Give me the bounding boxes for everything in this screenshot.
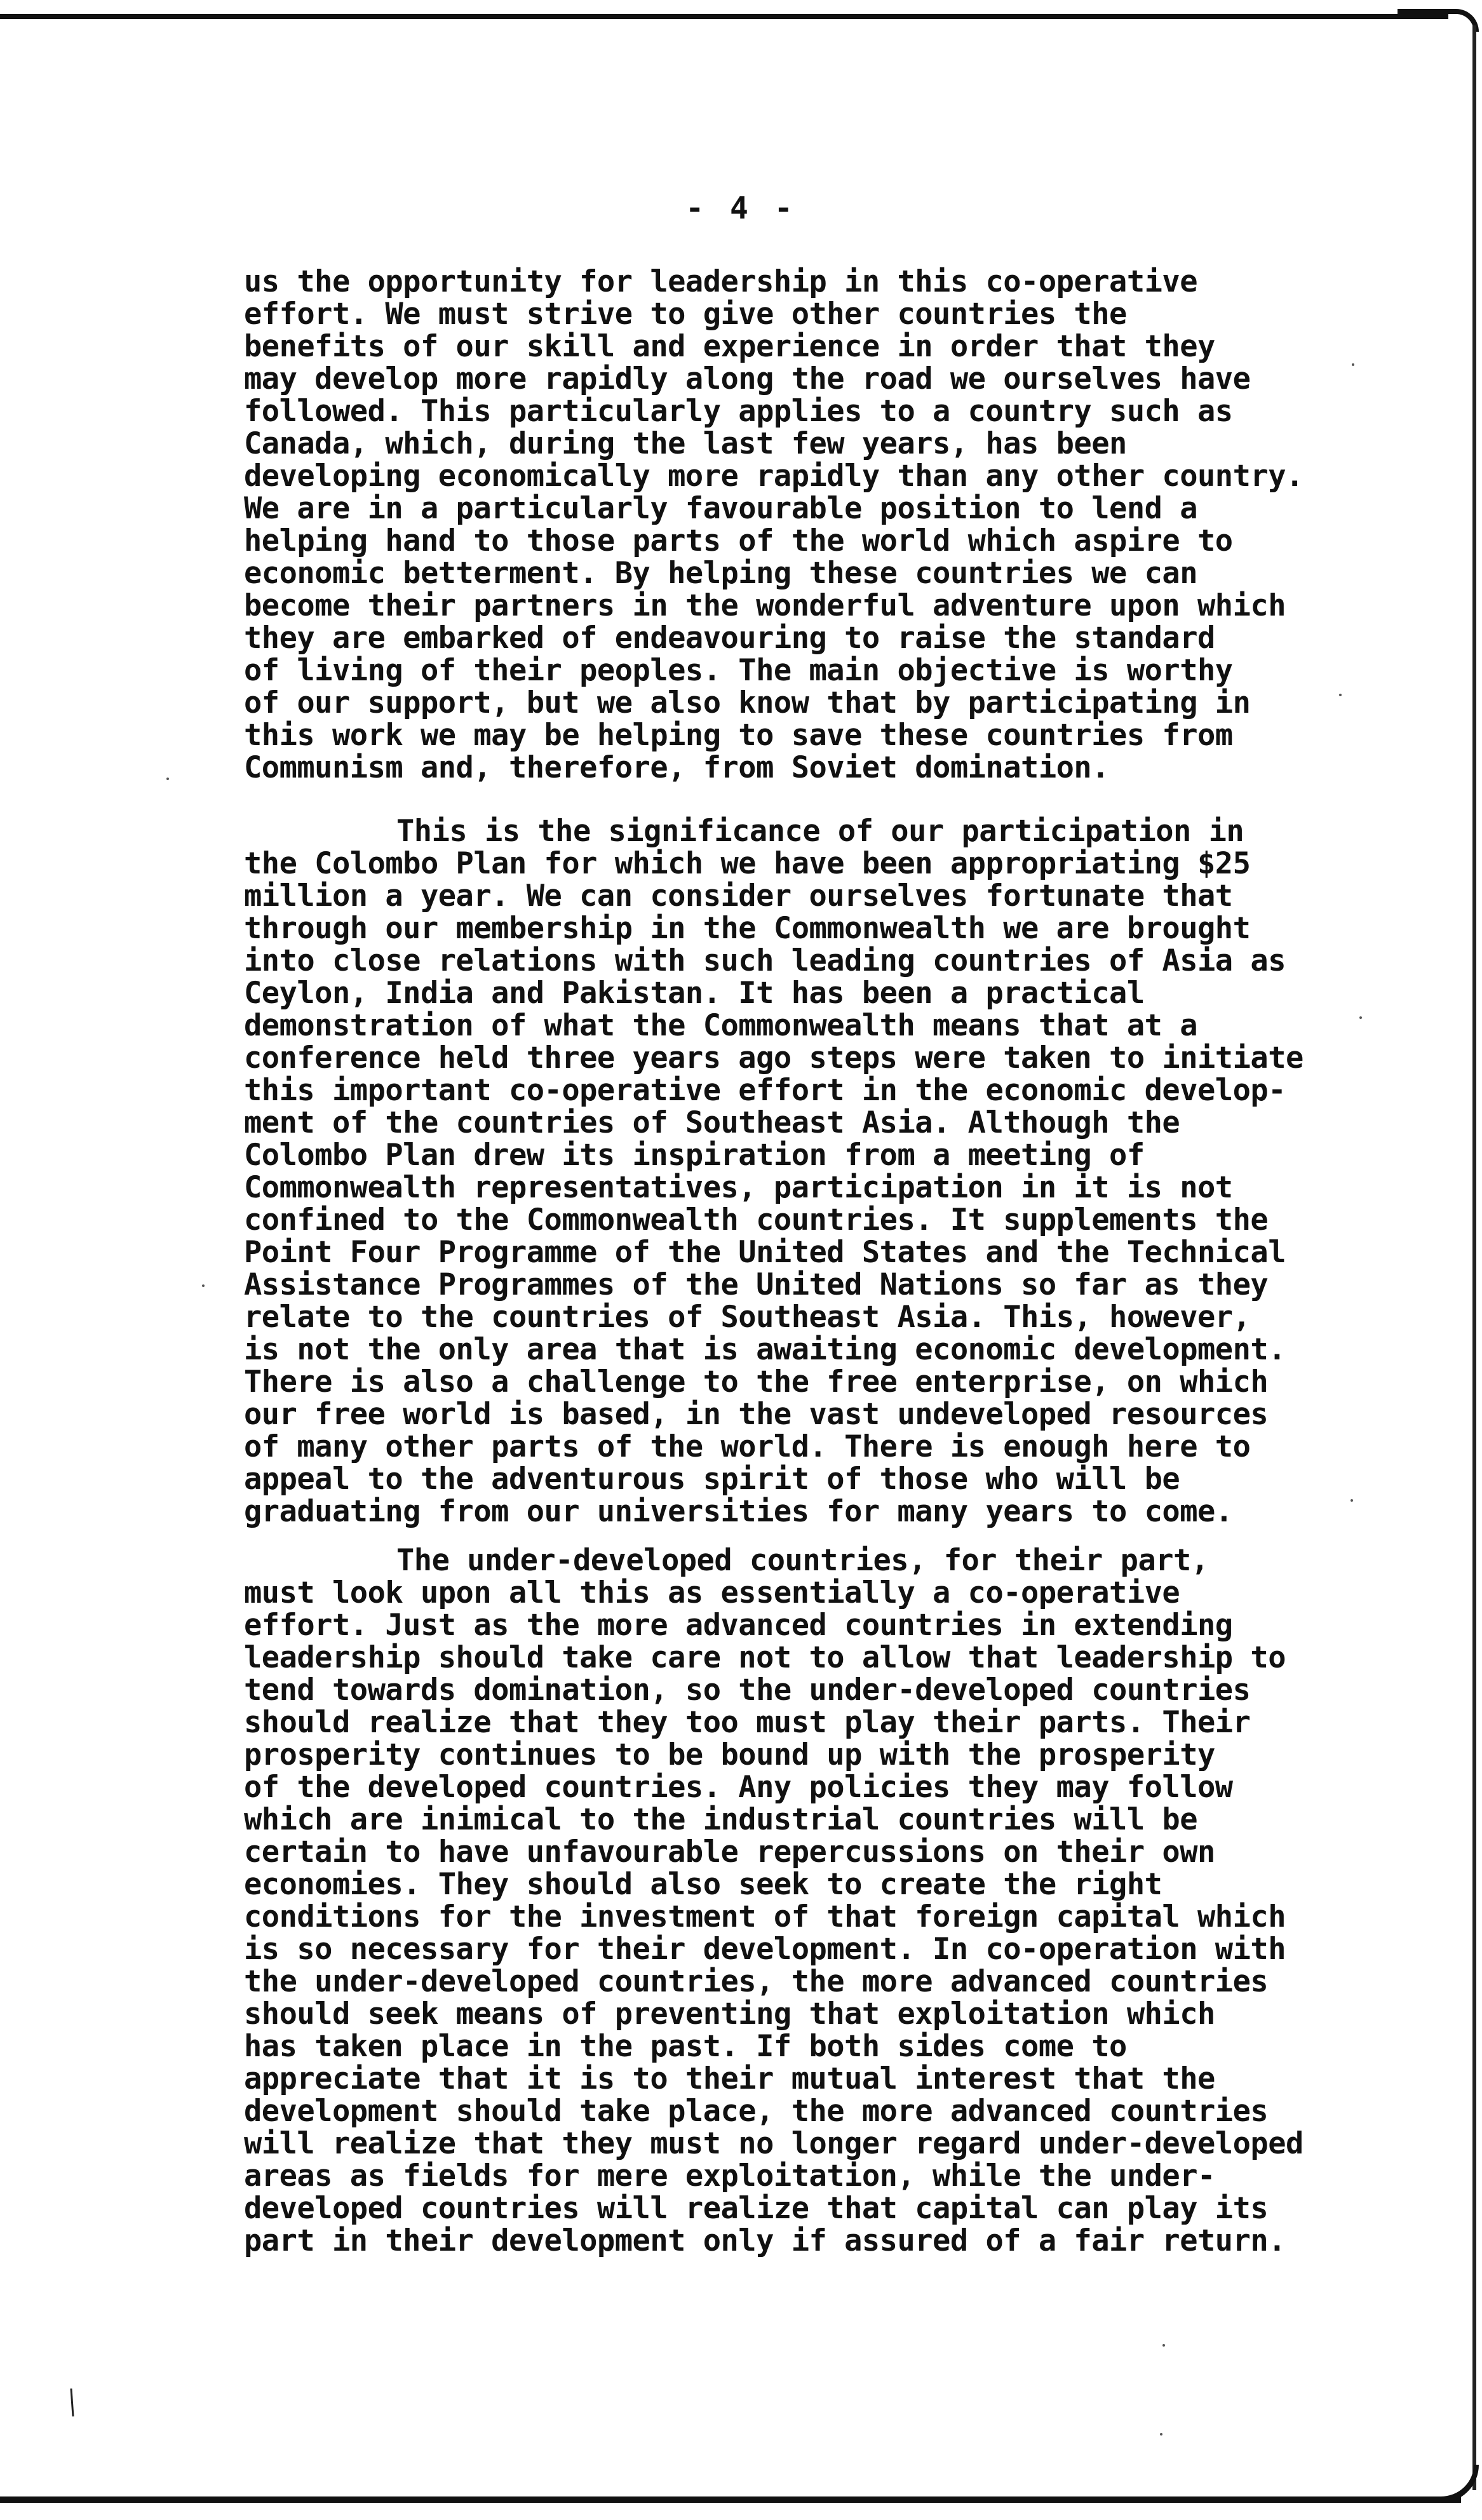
text-line: is so necessary for their development. In co-operation with <box>244 1932 1286 1967</box>
text-line: certain to have unfavourable repercussions on their own <box>244 1835 1215 1870</box>
text-line: confined to the Commonwealth countries. It supplements the <box>244 1203 1269 1237</box>
text-line: appreciate that it is to their mutual interest that the <box>244 2061 1215 2096</box>
text-line: conditions for the investment of that foreign capital which <box>244 1899 1286 1934</box>
text-line: will realize that they must no longer regard under-developed <box>244 2126 1303 2161</box>
page-border-right <box>1472 25 1476 2490</box>
text-line: followed. This particularly applies to a country such as <box>244 394 1233 429</box>
text-line: Commonwealth representatives, participation in it is not <box>244 1170 1233 1205</box>
text-line: There is also a challenge to the free enterprise, on which <box>244 1364 1269 1399</box>
text-line: conference held three years ago steps were taken to initiate <box>244 1041 1303 1075</box>
margin-pen-mark <box>70 2389 74 2416</box>
text-line: developed countries will realize that capital can play its <box>244 2191 1269 2226</box>
page-border-top <box>0 14 1448 19</box>
text-line: areas as fields for mere exploitation, while the under- <box>244 2159 1215 2193</box>
text-line: the Colombo Plan for which we have been appropriating $25 <box>244 846 1251 881</box>
text-line: into close relations with such leading countries of Asia as <box>244 943 1286 978</box>
text-line: part in their development only if assured of a fair return. <box>244 2223 1286 2258</box>
text-line: become their partners in the wonderful adventure upon which <box>244 588 1286 623</box>
text-line: development should take place, the more advanced countries <box>244 2094 1269 2129</box>
text-line: tend towards domination, so the under-developed countries <box>244 1673 1251 1708</box>
page-corner-bottom-right <box>1398 2465 1479 2503</box>
paragraph-colombo-plan <box>244 815 1425 1528</box>
scan-speck <box>1160 2433 1162 2436</box>
text-line: this important co-operative effort in the economic develop- <box>244 1073 1286 1108</box>
text-line: This is the significance of our participation in <box>396 814 1244 849</box>
text-line: must look upon all this as essentially a co-operative <box>244 1575 1180 1610</box>
text-line: of our support, but we also know that by participating in <box>244 685 1251 720</box>
scan-speck <box>166 778 169 780</box>
text-line: ment of the countries of Southeast Asia. Although the <box>244 1105 1180 1140</box>
text-line: The under-developed countries, for their part, <box>396 1543 1209 1578</box>
text-line: us the opportunity for leadership in this co-operative <box>244 264 1198 299</box>
text-line: effort. We must strive to give other countries the <box>244 297 1127 332</box>
text-line: prosperity continues to be bound up with the prosperity <box>244 1737 1215 1772</box>
text-line: relate to the countries of Southeast Asia. This, however, <box>244 1300 1251 1335</box>
page-border-bottom <box>0 2496 1461 2503</box>
scan-speck <box>202 1284 205 1287</box>
text-line: may develop more rapidly along the road we ourselves have <box>244 361 1251 396</box>
text-line: through our membership in the Commonwealth we are brought <box>244 911 1251 946</box>
text-line: the under-developed countries, the more advanced countries <box>244 1964 1269 1999</box>
text-line: graduating from our universities for many years to come. <box>244 1494 1233 1529</box>
text-line: they are embarked of endeavouring to raise the standard <box>244 621 1215 656</box>
paragraph-under-developed-countries <box>244 1544 1425 2257</box>
text-line: this work we may be helping to save these countries from <box>244 718 1233 753</box>
text-line: of the developed countries. Any policies they may follow <box>244 1770 1233 1805</box>
text-line: effort. Just as the more advanced countries in extending <box>244 1608 1233 1643</box>
page-corner-top-right <box>1398 9 1479 32</box>
text-line: should realize that they too must play their parts. Their <box>244 1705 1251 1740</box>
text-line: Assistance Programmes of the United Nations so far as they <box>244 1267 1269 1302</box>
paragraph-leadership <box>244 266 1425 784</box>
text-line: leadership should take care not to allow that leadership to <box>244 1640 1286 1675</box>
text-line: demonstration of what the Commonwealth means that at a <box>244 1008 1198 1043</box>
text-line: million a year. We can consider ourselves fortunate that <box>244 879 1233 913</box>
text-line: economic betterment. By helping these countries we can <box>244 556 1198 591</box>
text-line: is not the only area that is awaiting economic development. <box>244 1332 1286 1367</box>
scan-speck <box>1162 2344 1165 2347</box>
text-line: our free world is based, in the vast undeveloped resources <box>244 1397 1269 1432</box>
text-line: of many other parts of the world. There is enough here to <box>244 1429 1251 1464</box>
text-line: economies. They should also seek to create the right <box>244 1867 1162 1902</box>
text-line: Colombo Plan drew its inspiration from a meeting of <box>244 1138 1145 1173</box>
text-line: developing economically more rapidly than any other country. <box>244 459 1303 494</box>
text-line: which are inimical to the industrial countries will be <box>244 1802 1198 1837</box>
text-line: should seek means of preventing that exploitation which <box>244 1997 1215 2031</box>
text-line: benefits of our skill and experience in order that they <box>244 329 1215 364</box>
page-number: - 4 - <box>685 191 797 226</box>
text-line: appeal to the adventurous spirit of those who will be <box>244 1462 1180 1497</box>
text-line: Ceylon, India and Pakistan. It has been a practical <box>244 976 1145 1011</box>
text-line: Canada, which, during the last few years, has been <box>244 426 1127 461</box>
text-line: has taken place in the past. If both sides come to <box>244 2029 1127 2064</box>
text-line: Point Four Programme of the United States and the Technical <box>244 1235 1286 1270</box>
text-line: We are in a particularly favourable position to lend a <box>244 491 1198 526</box>
text-line: Communism and, therefore, from Soviet domination. <box>244 750 1110 785</box>
text-line: of living of their peoples. The main objective is worthy <box>244 653 1233 688</box>
text-line: helping hand to those parts of the world which aspire to <box>244 523 1233 558</box>
